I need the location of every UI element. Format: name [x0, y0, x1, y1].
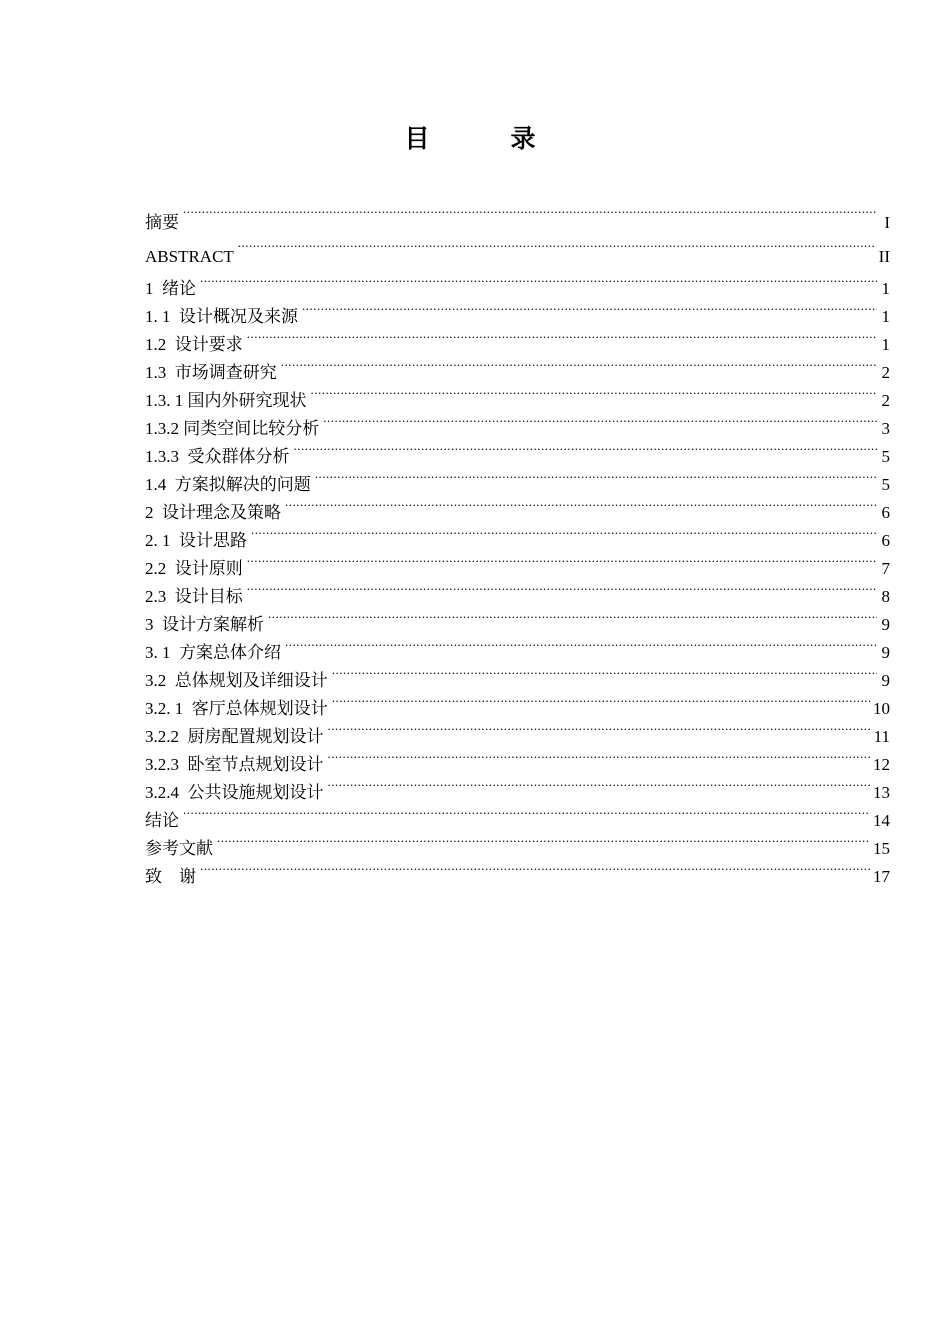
toc-dot-leader: [247, 554, 877, 574]
toc-entry[interactable]: [145, 330, 890, 358]
toc-entry[interactable]: [145, 414, 890, 442]
toc-page-number: 9: [881, 615, 890, 634]
toc-page-number: 2: [881, 391, 890, 410]
toc-entry-title: 2. 1 设计思路: [145, 531, 247, 550]
toc-dot-leader: [183, 806, 870, 826]
toc-page-number: 14: [873, 811, 890, 830]
toc-entry[interactable]: [145, 302, 890, 330]
toc-entry-title: 1.2 设计要求: [145, 335, 243, 354]
toc-entry-title: 1.3.2 同类空间比较分析: [145, 419, 320, 438]
toc-entry-title: 结论: [145, 811, 179, 830]
toc-dot-leader: [311, 386, 878, 406]
toc-page-number: 13: [873, 783, 890, 802]
toc-page-number: 1: [881, 307, 890, 326]
toc-entry-title: 3.2.3 卧室节点规划设计: [145, 755, 324, 774]
toc-entry-title: 3.2.2 厨房配置规划设计: [145, 727, 324, 746]
toc-entry-title: 1.4 方案拟解决的问题: [145, 475, 311, 494]
toc-entry-title: 1.3 市场调查研究: [145, 363, 277, 382]
toc-dot-leader: [332, 666, 877, 686]
toc-entry-title: 1.3. 1 国内外研究现状: [145, 391, 307, 410]
toc-dot-leader: [200, 862, 870, 882]
toc-entry[interactable]: [145, 554, 890, 582]
toc-entry[interactable]: [145, 610, 890, 638]
toc-entry-title: 致 谢: [145, 867, 196, 886]
toc-entry[interactable]: [145, 498, 890, 526]
toc-entry[interactable]: [145, 526, 890, 554]
toc-page-number: 3: [881, 419, 890, 438]
toc-dot-leader: [302, 302, 877, 322]
table-of-contents: [145, 206, 890, 890]
toc-entry[interactable]: [145, 358, 890, 386]
toc-entry[interactable]: [145, 750, 890, 778]
toc-page-number: 6: [881, 531, 890, 550]
toc-entry[interactable]: [145, 694, 890, 722]
toc-dot-leader: [328, 750, 871, 770]
toc-page-number: 6: [881, 503, 890, 522]
toc-dot-leader: [328, 778, 871, 798]
toc-entry-title: 3 设计方案解析: [145, 615, 264, 634]
toc-dot-leader: [251, 526, 877, 546]
toc-entry-title: 3.2 总体规划及详细设计: [145, 671, 328, 690]
toc-entry-title: 2.3 设计目标: [145, 587, 243, 606]
toc-dot-leader: [247, 582, 877, 602]
toc-entry-title: 3.2. 1 客厅总体规划设计: [145, 699, 328, 718]
toc-dot-leader: [285, 638, 877, 658]
toc-entry[interactable]: [145, 638, 890, 666]
toc-entry-title: 2 设计理念及策略: [145, 503, 281, 522]
toc-entry-title: 3. 1 方案总体介绍: [145, 643, 281, 662]
toc-entry-title: 1.3.3 受众群体分析: [145, 447, 290, 466]
toc-entry[interactable]: [145, 386, 890, 414]
toc-page-number: 1: [881, 279, 890, 298]
toc-entry-title: 3.2.4 公共设施规划设计: [145, 783, 324, 802]
toc-entry[interactable]: [145, 722, 890, 750]
toc-dot-leader: [323, 414, 877, 434]
toc-page-number: 8: [881, 587, 890, 606]
toc-page-number: 17: [873, 867, 890, 886]
toc-entry-title: 摘要: [145, 213, 179, 232]
toc-entry-title: 1 绪论: [145, 279, 196, 298]
toc-entry[interactable]: [145, 442, 890, 470]
toc-page-number: 5: [881, 475, 890, 494]
toc-page-number: 11: [873, 727, 890, 746]
toc-entry-title: 参考文献: [145, 839, 213, 858]
toc-entry[interactable]: [145, 470, 890, 498]
toc-dot-leader: [247, 330, 877, 350]
toc-entry[interactable]: [145, 582, 890, 610]
toc-page-number: 1: [881, 335, 890, 354]
toc-dot-leader: [238, 242, 876, 262]
toc-page-number: 2: [881, 363, 890, 382]
toc-entry[interactable]: [145, 778, 890, 806]
toc-entry[interactable]: [145, 240, 890, 274]
toc-dot-leader: [281, 358, 877, 378]
toc-entry[interactable]: [145, 806, 890, 834]
toc-entry-title: ABSTRACT: [145, 247, 234, 266]
toc-page-number: 9: [881, 671, 890, 690]
toc-entry-title: 1. 1 设计概况及来源: [145, 307, 298, 326]
toc-page-number: II: [878, 247, 890, 266]
page-title: 目 录: [404, 124, 564, 153]
toc-dot-leader: [332, 694, 870, 714]
toc-page-number: 10: [873, 699, 890, 718]
toc-entry[interactable]: [145, 274, 890, 302]
toc-dot-leader: [268, 610, 877, 630]
toc-dot-leader: [217, 834, 870, 854]
toc-dot-leader: [294, 442, 878, 462]
toc-entry[interactable]: [145, 834, 890, 862]
toc-entry[interactable]: [145, 206, 890, 240]
toc-page-number: 9: [881, 643, 890, 662]
toc-dot-leader: [315, 470, 877, 490]
toc-entry[interactable]: [145, 862, 890, 890]
toc-page-number: 7: [881, 559, 890, 578]
toc-page-number: 12: [873, 755, 890, 774]
toc-page-number: 5: [881, 447, 890, 466]
toc-entry-title: 2.2 设计原则: [145, 559, 243, 578]
toc-page-number: I: [884, 213, 890, 232]
toc-page-number: 15: [873, 839, 890, 858]
toc-entry[interactable]: [145, 666, 890, 694]
toc-dot-leader: [328, 722, 871, 742]
toc-dot-leader: [285, 498, 877, 518]
toc-dot-leader: [200, 274, 877, 294]
toc-dot-leader: [183, 208, 877, 228]
